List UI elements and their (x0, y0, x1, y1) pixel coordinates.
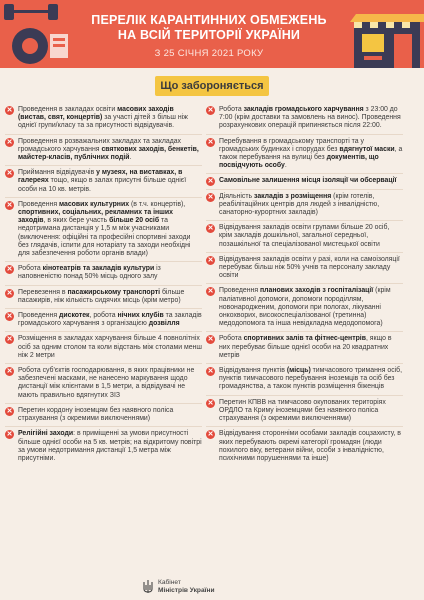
right-restriction-item: ✕ Відвідування пунктів (місць) тимчасового тримання осіб, пунктів тимчасового перебування іноземців та осіб без громадянства, а також пунктів розміщення біженців (206, 367, 403, 396)
prohibited-x-icon: ✕ (207, 225, 214, 233)
prohibited-x-icon: ✕ (6, 336, 13, 344)
page-title: ПЕРЕЛІК КАРАНТИННИХ ОБМЕЖЕНЬ НА ВСІЙ ТЕРИТОРІЇ УКРАЇНИ (91, 13, 327, 42)
gym-dumbbell-illustration (0, 0, 72, 68)
footer (142, 578, 215, 596)
prohibited-x-icon: ✕ (207, 399, 214, 407)
left-restriction-item: ✕ Проведення дискотек, робота нічних клубів та закладів громадського харчування з організацією дозвілля (5, 312, 202, 332)
right-restriction-item: ✕ Відвідування сторонніми особами закладів соцзахисту, в яких перебувають окремі категорії громадян (люди похилого віку, ветерани війни, особи з інвалідністю, психічними порушеннями та інше) (207, 430, 401, 462)
footer-text: Кабінет Міністрів України (158, 579, 215, 594)
right-restriction-item: ✕ Робота закладів громадського харчування з 23:00 до 7:00 (крім доставки та замовлень на винос). Проведення розрахункових операцій припиняється після 22:00. (206, 106, 403, 135)
prohibited-x-icon: ✕ (207, 256, 214, 264)
right-restriction-item: ✕ Відвідування закладів освіти у разі, коли на самоізоляції перебуває більш ніж 50% учнів та персоналу закладу освіти (206, 256, 403, 285)
prohibited-x-icon: ✕ (6, 107, 13, 114)
prohibited-x-icon: ✕ (207, 288, 214, 296)
page-subtitle: З 25 СІЧНЯ 2021 РОКУ (154, 48, 264, 59)
left-restriction-item: ✕ Розміщення в закладах харчування більше 4 повнолітніх осіб за одним столом та коли відстань між столами менш ніж 2 метри (5, 335, 202, 364)
right-restriction-item: ✕ Діяльність закладів з розміщення (крім готелів, реабілітаційних центрів для людей з інвалідністю, санаторно-курортних закладів) (206, 193, 403, 222)
prohibited-x-icon: ✕ (6, 431, 13, 439)
left-restriction-item: ✕ Проведення масових культурних (в т.ч. концертів), спортивних, соціальних, рекламних та інших заходів, в яких бере участь більше 20 осіб та недотримана дистанція у 1,5 м між учасниками (виключення: офіційні та професійні спортивні заходи без глядачів, іспити для нотаріату та заходи необхідні для забезпечення роботи органів влади) (5, 201, 202, 262)
right-restriction-item: ✕ Самовільне залишення місця ізоляції чи обсервації (206, 177, 403, 189)
prohibited-x-icon: ✕ (6, 313, 13, 321)
left-restriction-item: ✕ Релігійні заходи: в приміщенні за умови присутності більше однієї особи на 5 кв. метрів; на відкритому повітрі за умови недотримання дистанції 1,5 метра між присутніми. (6, 430, 202, 462)
left-restriction-item: ✕ Робота кінотеатрів та закладів культури із наповненістю понад 50% місць одного залу (5, 265, 202, 285)
prohibited-x-icon: ✕ (207, 193, 214, 201)
prohibited-x-icon: ✕ (6, 407, 13, 415)
left-restriction-item: ✕ Проведення в закладах освіти масових заходів (вистав, свят, концертів) за участі дітей з більш ніж однієї групи/класу та за присутності відвідувачів. (5, 106, 202, 135)
prohibited-x-icon: ✕ (207, 431, 214, 439)
right-restriction-item: ✕ Проведення планових заходів з госпіталізації (крім паліативної допомоги, допомоги породіллям, новонародженим, допомоги при пологах, лікуванні онкохворих, високоспеціалізованої (третинна) медодопомога та інша невідкладна медодопомога) (206, 287, 403, 332)
prohibited-x-icon: ✕ (207, 138, 214, 146)
left-restriction-item: ✕ Робота суб'єктів господарювання, в яких працівники не забезпечені масками, не нанесено маркування щодо дистанції між клієнтами в 1,5 метри, а відвідувачі не мають правильно вдягнутих ЗІЗ (5, 367, 202, 404)
section-title: Що забороняється (155, 76, 269, 96)
prohibited-x-icon: ✕ (207, 336, 214, 344)
right-restriction-item: ✕ Перебування в громадському транспорті та у громадських будинках і спорудах без вдягнутої маски, а також перебування на вулиці без документів, що посвідчують особу. (206, 138, 403, 175)
prohibited-x-icon: ✕ (6, 266, 13, 274)
right-column (206, 106, 403, 469)
left-column (5, 106, 202, 469)
prohibited-x-icon: ✕ (207, 107, 214, 114)
cafe-building-illustration (344, 0, 424, 68)
prohibited-x-icon: ✕ (6, 138, 13, 146)
prohibited-x-icon: ✕ (207, 178, 214, 186)
header-banner (0, 0, 424, 68)
prohibited-x-icon: ✕ (6, 289, 13, 297)
prohibited-x-icon: ✕ (207, 368, 214, 376)
left-restriction-item: ✕ Перевезення в пасажирському транспорті більше пасажирів, ніж кількість сидячих місць (крім метро) (5, 289, 202, 309)
prohibited-x-icon: ✕ (6, 368, 13, 376)
prohibited-x-icon: ✕ (6, 201, 13, 209)
right-restriction-item: ✕ Перетин КПВВ на тимчасово окупованих територіях ОРДЛО та Криму іноземцями без наявного поліса страхування (з окремими виключеннями) (206, 399, 403, 428)
prohibited-x-icon: ✕ (6, 170, 13, 178)
left-restriction-item: ✕ Проведення в розважальних закладах та закладах громадського харчування святкових заходів, бенкетів, майстер-класів, публічних подій. (5, 138, 202, 167)
right-restriction-item: ✕ Відвідування закладів освіти групами більше 20 осіб, крім закладів дошкільної, загальної середньої, позашкільної та спеціалізованої мистецької освіти (206, 224, 403, 253)
left-restriction-item: ✕ Приймання відвідувачів у музеях, на виставках, в галереях тощо, якщо в залах присутні більше однієї особи на 10 кв. метрів. (5, 169, 202, 198)
right-restriction-item: ✕ Робота спортивних залів та фітнес-центрів, якщо в них перебуває більше однієї особи на 20 квадратних метрів (206, 335, 403, 364)
left-restriction-item: ✕ Перетин кордону іноземцям без наявного поліса страхування (з окремими виключеннями) (5, 407, 202, 427)
trident-icon (142, 579, 154, 595)
